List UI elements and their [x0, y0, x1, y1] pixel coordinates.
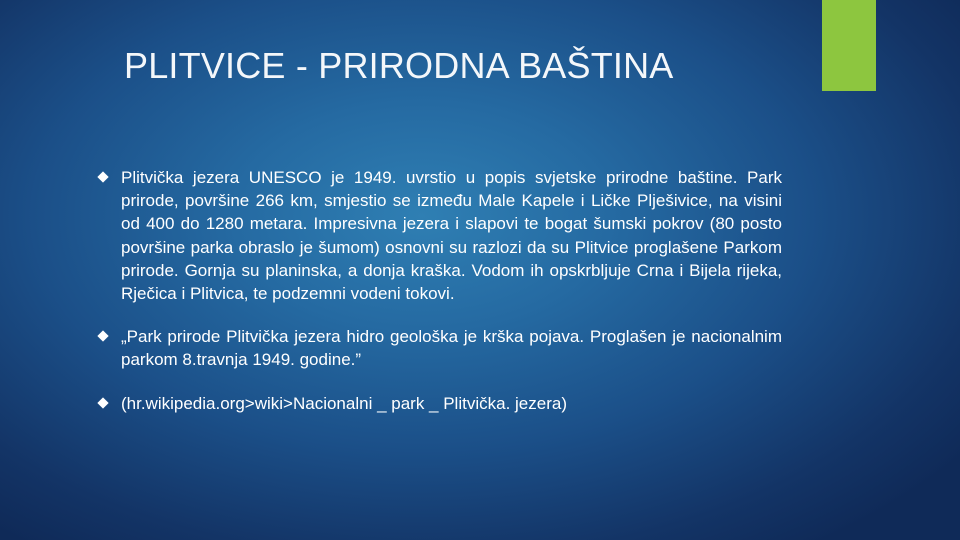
- bullet-item: [96, 166, 782, 305]
- bullet-text: „Park prirode Plitvička jezera hidro geološka je krška pojava. Proglašen je nacionalnim parkom 8.travnja 1949. godine.”: [121, 327, 782, 370]
- accent-bar: [822, 0, 876, 91]
- slide-title: PLITVICE - PRIRODNA BAŠTINA: [124, 45, 674, 86]
- bullet-text: Plitvička jezera UNESCO je 1949. uvrstio u popis svjetske prirodne baštine. Park prirode, površine 266 km, smjestio se između Male Kapele i Ličke Plješivice, na visini od 400 do 1280 metara. Impresivna jezera i slapovi te bogat šumski pokrov (80 posto površine parka obraslo je šumom) osnovni su razlozi da su Plitvice proglašene Parkom prirode. Gornja su planinska, a donja kraška. Vodom ih opskrbljuje Crna i Bijela rijeka, Rječica i Plitvica, te podzemni vodeni tokovi.: [121, 168, 782, 304]
- diamond-bullet-icon: [97, 397, 108, 408]
- diamond-bullet-icon: [97, 331, 108, 342]
- bullet-list: [96, 166, 782, 435]
- bullet-item: [96, 325, 782, 371]
- bullet-item: [96, 392, 782, 415]
- bullet-text: (hr.wikipedia.org>wiki>Nacionalni _ park _ Plitvička. jezera): [121, 393, 567, 413]
- diamond-bullet-icon: [97, 171, 108, 182]
